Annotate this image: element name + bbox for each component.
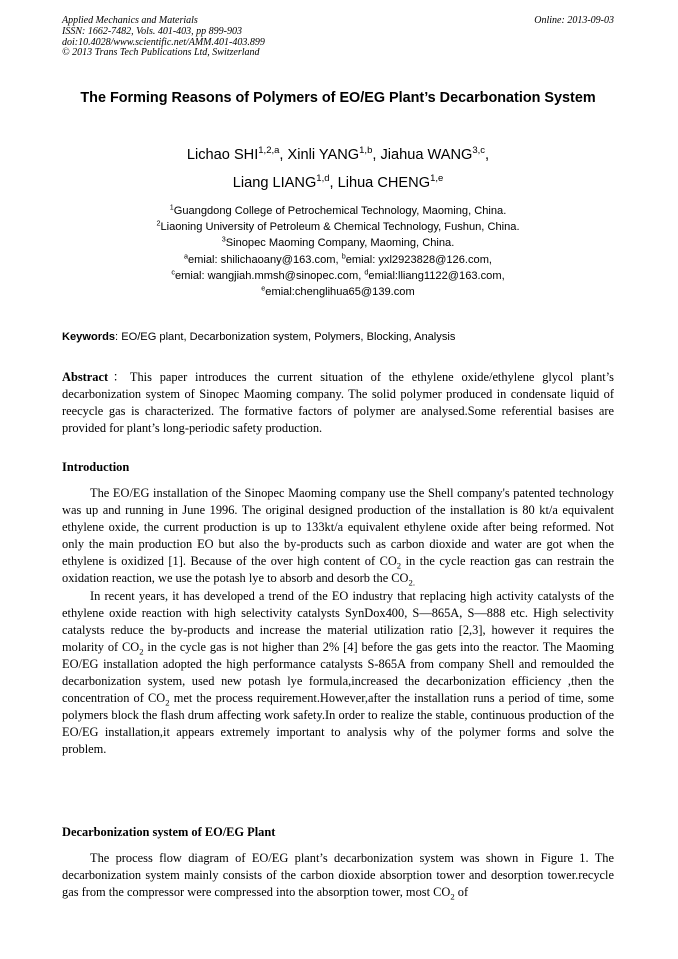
author-separator: , xyxy=(329,175,338,191)
email-sup: e xyxy=(261,283,266,293)
copyright-line: © 2013 Trans Tech Publications Ltd, Switzerland xyxy=(62,47,260,59)
affiliation-2 xyxy=(62,219,614,235)
keywords xyxy=(62,329,614,345)
issn-line: ISSN: 1662-7482, Vols. 401-403, pp 899-903 xyxy=(62,25,242,37)
author-name: Jiahua WANG xyxy=(380,147,473,163)
text-run: The process flow diagram of EO/EG plant’s decarbonization system was shown in Figure 1. The decarbonization system mainly consists of the carbon dioxide absorption tower and desorption tower.recycle gas from the compressor were compressed into the absorption tower, most CO xyxy=(62,851,614,900)
author-sup: 1,e xyxy=(430,173,444,185)
author-name: Lichao SHI xyxy=(186,147,259,163)
affiliation-sup: 2 xyxy=(156,218,161,228)
paragraph xyxy=(62,588,614,759)
affiliation-text: Sinopec Maoming Company, Maoming, China. xyxy=(225,237,455,250)
journal-header xyxy=(62,16,265,59)
text-run: In recent years, it has developed a trend of the EO industry that replacing high activity catalysts of the ethylene oxide reaction with high selectivity catalysts SynDox400, S—865A, S—888 etc. High selectivity catalysts reduce the by-products and increase the material utilization ratio [2,3], however it requires the molarity of CO xyxy=(62,588,614,654)
email-line-1 xyxy=(62,252,614,268)
paragraph xyxy=(62,850,614,901)
online-date: Online: 2013-09-03 xyxy=(534,15,614,26)
keywords-text: : EO/EG plant, Decarbonization system, Polymers, Blocking, Analysis xyxy=(115,331,456,343)
abstract xyxy=(62,369,614,437)
paper-title: The Forming Reasons of Polymers of EO/EG Plant’s Decarbonation System xyxy=(80,90,596,106)
affiliation-text: Guangdong College of Petrochemical Technology, Maoming, China. xyxy=(173,205,507,217)
doi-line: doi:10.4028/www.scientific.net/AMM.401-403.899 xyxy=(62,36,265,48)
section-heading-introduction: Introduction xyxy=(62,460,130,474)
email-sup: c xyxy=(171,267,175,277)
affiliations xyxy=(62,203,614,300)
affiliation-sup: 1 xyxy=(169,202,174,212)
abstract-label: Abstract xyxy=(62,370,109,384)
email-d: emial:lliang1122@163.com, xyxy=(368,269,505,282)
email-line-2 xyxy=(62,268,614,284)
subscript: 2 xyxy=(396,560,402,571)
email-e: emial:chenglihua65@139.com xyxy=(265,286,415,299)
email-sup: d xyxy=(364,267,369,277)
author-sup: 1,2,a xyxy=(258,145,280,157)
affiliation-text: Liaoning University of Petroleum & Chemical Technology, Fushun, China. xyxy=(160,221,520,234)
affiliation-3 xyxy=(62,235,614,251)
subscript: 2 xyxy=(139,646,144,657)
email-sup: b xyxy=(341,250,346,260)
author-name: Liang LIANG xyxy=(232,175,317,191)
author-sup: 3,c xyxy=(472,145,486,157)
text-run: The EO/EG installation of the Sinopec Maoming company use the Shell company's patented technology was up and running in June 1996. The original designed production of the installation is 80 kt/a equivalent ethylene oxide, the current production is up to 133kt/a equivalent ethylene oxide after being reformed. Not only the main production EO but also the by-products such as carbon dioxide and water are got when the ethylene is oxidized [1]. Because of the over high content of CO xyxy=(62,486,614,569)
author-line-2 xyxy=(62,169,614,197)
abstract-text: ：This paper introduces the current situation of the ethylene oxide/ethylene glycol plant’s decarbonization system of Sinopec Maoming company. The solid polymer produced in condensate liquid of reecycle gas is characterized. The formative factors of polymer are analysed.Some referential basises are provided for plant’s long-periodic safety production. xyxy=(62,370,614,436)
subscript: 2 xyxy=(165,697,170,708)
affiliation-1 xyxy=(62,203,614,219)
author-name: Xinli YANG xyxy=(287,147,360,163)
email-c: emial: wangjiah.mmsh@sinopec.com, xyxy=(174,269,365,282)
email-sup: a xyxy=(183,250,188,260)
author-separator: , xyxy=(279,147,288,163)
email-a: emial: shilichaoany@163.com, xyxy=(187,253,342,266)
text-run: in the cycle reaction gas can restrain the oxidation reaction, we use the potash lye to absorb and desorb the CO xyxy=(62,554,614,586)
email-b: emial: yxl2923828@126.com, xyxy=(345,253,493,266)
author-separator: , xyxy=(485,147,490,163)
subscript: 2. xyxy=(408,577,416,588)
journal-name: Applied Mechanics and Materials xyxy=(62,15,198,26)
text-run: in the cycle gas is not higher than 2% [4] before the gas gets into the reactor. The Maoming EO/EG installation adopted the high performance catalysts S-865A from company Shell and remoulded the decarbonization system, used new potash lye formula,increased the decarbonization efficiency ,then the concentration of CO xyxy=(62,639,614,706)
author-sup: 1,b xyxy=(359,145,373,157)
subscript: 2 xyxy=(450,891,455,902)
author-separator: , xyxy=(372,147,381,163)
section-heading-decarbonization: Decarbonization system of EO/EG Plant xyxy=(62,825,276,839)
text-run: of xyxy=(454,885,469,900)
email-line-3 xyxy=(62,284,614,300)
author-line-1 xyxy=(62,141,614,169)
introduction-body xyxy=(62,485,614,759)
paragraph xyxy=(62,485,614,588)
author-name: Lihua CHENG xyxy=(337,175,431,191)
keywords-label: Keywords xyxy=(62,331,116,343)
affiliation-sup: 3 xyxy=(221,234,226,244)
decarbonization-body xyxy=(62,850,614,901)
text-run: met the process requirement.However,after the installation runs a period of time, some polymers block the flash drum affecting work safety.In order to realize the stable, continuous production of the EO/EG installation,it appears extremely important to analysis why of the polymer forms and solve the problem. xyxy=(62,691,614,757)
author-list xyxy=(62,141,614,197)
author-sup: 1,d xyxy=(316,173,330,185)
